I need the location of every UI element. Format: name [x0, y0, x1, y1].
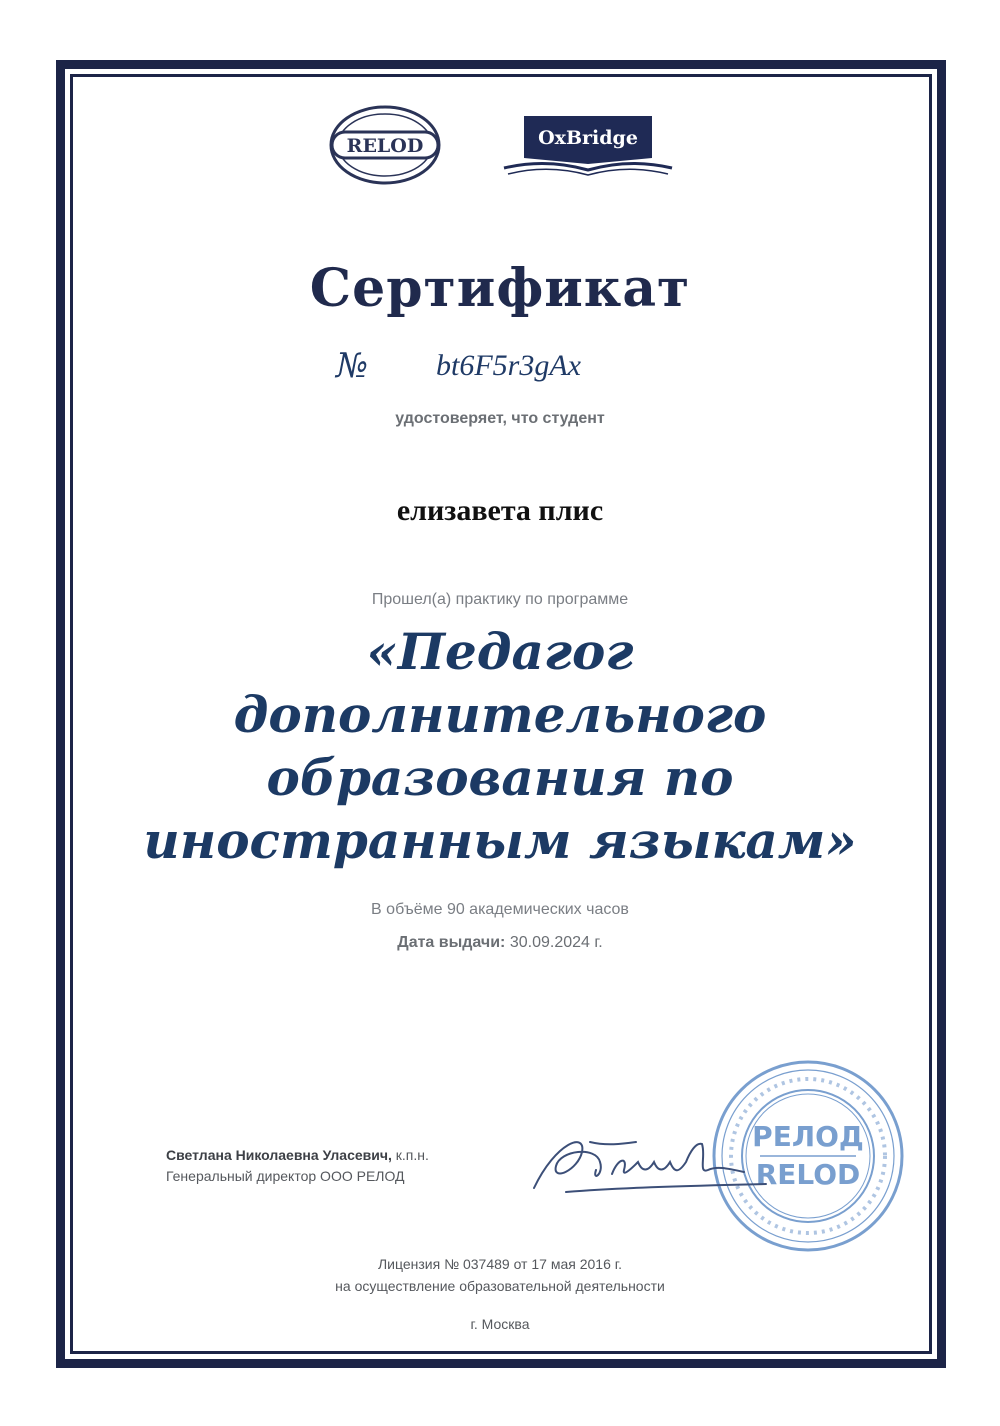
- signer-name: Светлана Николаевна Уласевич,: [166, 1147, 392, 1163]
- certificate-number-sign: №: [336, 346, 369, 386]
- svg-text:OxBridge: OxBridge: [538, 127, 638, 149]
- signer-name-line: [166, 1147, 429, 1163]
- hours-text: В объёме 90 академических часов: [371, 901, 629, 918]
- student-name: елизавета плис: [396, 494, 604, 527]
- program-title-line: «Педагог: [366, 622, 634, 681]
- city: г. Москва: [470, 1316, 530, 1332]
- license-line-2: на осуществление образовательной деятельности: [335, 1278, 665, 1294]
- issue-date-value: 30.09.2024 г.: [509, 934, 603, 951]
- signature: [526, 1122, 786, 1202]
- issue-date-line: [0, 934, 1000, 952]
- issue-date-label: Дата выдачи:: [397, 934, 506, 951]
- program-title-line: иностранным языкам»: [143, 811, 857, 870]
- svg-text:RELOD: RELOD: [755, 1158, 861, 1191]
- oxbridge-logo: [502, 112, 674, 180]
- license-line-1: Лицензия № 037489 от 17 мая 2016 г.: [377, 1256, 623, 1272]
- svg-text:РЕЛОД: РЕЛОД: [752, 1120, 864, 1153]
- signer-position: Генеральный директор ООО РЕЛОД: [166, 1168, 405, 1184]
- program-title-line: дополнительного: [233, 685, 767, 744]
- relod-logo: [328, 104, 442, 186]
- confirm-text: удостоверяет, что студент: [395, 410, 605, 427]
- program-title-line: образования по: [266, 748, 734, 807]
- svg-text:RELOD: RELOD: [346, 135, 424, 157]
- signer-degree: к.п.н.: [395, 1147, 429, 1163]
- certificate-number: bt6F5r3gAx: [436, 349, 581, 382]
- passed-text: Прошел(а) практику по программе: [371, 591, 629, 608]
- certificate-title: Сертификат: [309, 258, 691, 319]
- program-title: [0, 620, 1000, 872]
